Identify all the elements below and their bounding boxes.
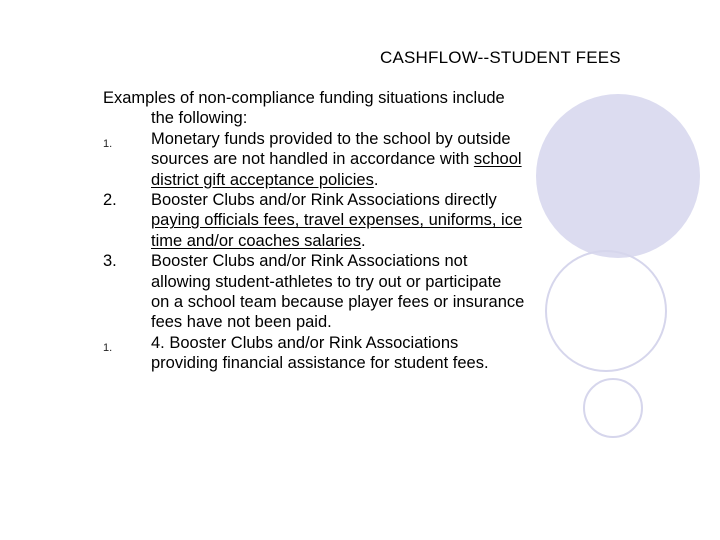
list-marker: 1. [103,137,113,150]
item-line: Booster Clubs and/or Rink Associations directly [151,191,497,210]
intro-line: the following: [151,109,248,128]
intro-line: Examples of non-compliance funding situations include [103,89,505,107]
slide-body [103,88,603,374]
underlined-text: district gift acceptance policies [151,170,374,189]
item-line: fees have not been paid. [151,313,332,332]
slide-title: CASHFLOW--STUDENT FEES [380,48,621,67]
underlined-text: time and/or coaches salaries [151,231,362,250]
item-line [151,149,603,169]
list-item-2 [103,190,603,251]
item-line: Monetary funds provided to the school by outside [151,129,511,148]
list-item-1 [103,129,603,190]
decorative-ring-small [583,378,643,438]
item-line [151,170,603,190]
item-text: sources are not handled in accordance with [151,150,474,169]
item-line: providing financial assistance for student fees. [151,354,489,373]
item-line: Booster Clubs and/or Rink Associations not [151,252,468,271]
item-line [151,231,603,251]
list-item-4 [103,333,603,374]
underlined-text: school [473,150,522,169]
item-line: allowing student-athletes to try out or participate [151,272,502,291]
intro-paragraph [103,88,603,129]
item-text: . [373,170,379,189]
list-item-3 [103,251,603,333]
underlined-text: paying officials fees, travel expenses, uniforms, ice [151,211,523,230]
item-line: on a school team because player fees or insurance [151,293,525,312]
item-text: . [361,231,366,250]
list-marker: 1. [103,341,113,354]
item-line: 4. Booster Clubs and/or Rink Associations [151,333,459,352]
list-marker: 2. [103,191,117,210]
list-marker: 3. [103,252,117,271]
